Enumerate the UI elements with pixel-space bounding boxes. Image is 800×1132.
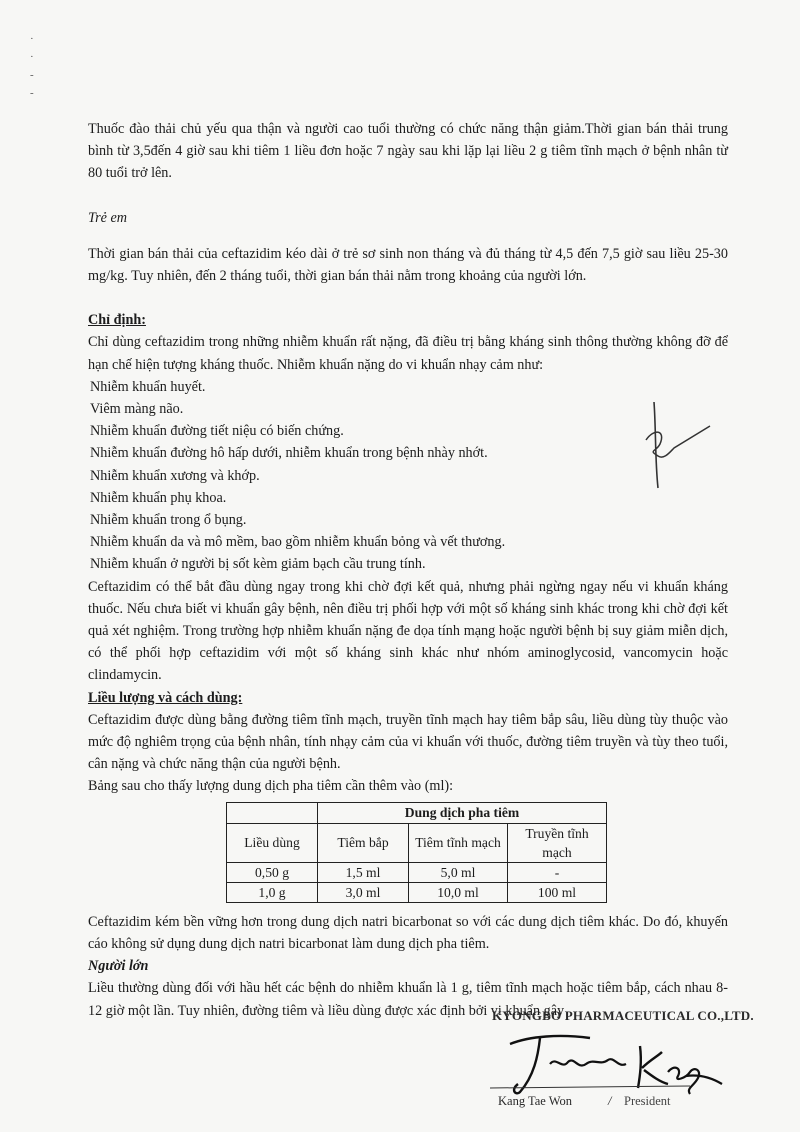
table-cell: 0,50 g <box>227 862 318 882</box>
table-header: Tiêm bắp <box>318 823 409 862</box>
signer-name: Kang Tae Won <box>498 1094 573 1108</box>
signature-stamp <box>480 1008 780 1128</box>
document-body <box>88 118 728 1022</box>
table-row <box>227 862 607 882</box>
adults-heading: Người lớn <box>88 958 149 975</box>
reconstitution-table <box>226 802 607 903</box>
indications-intro: Chỉ dùng ceftazidim trong những nhiễm khuẩn rất nặng, đã điều trị bằng kháng sinh thông thường không đỡ để hạn chế hiện tượng kháng thuốc. Nhiễm khuẩn nặng do vi khuẩn nhạy cảm như: <box>88 334 728 373</box>
list-item: Viêm màng não. <box>90 401 184 418</box>
table-cell: 1,5 ml <box>318 862 409 882</box>
table-cell: 1,0 g <box>227 882 318 902</box>
dosage-heading: Liều lượng và cách dùng: <box>88 689 243 706</box>
table-header: Tiêm tĩnh mạch <box>409 823 508 862</box>
margin-dots: · · - - <box>30 33 34 99</box>
children-paragraph: Thời gian bán thải của ceftazidim kéo dài ở trẻ sơ sinh non tháng và đủ tháng từ 4,5 đến 7,5 giờ sau liều 25-30 mg/kg. Tuy nhiên, đến 2 tháng tuổi, thời gian bán thải nằm trong khoảng của người lớn. <box>88 245 728 285</box>
initials-signature-icon <box>640 400 720 490</box>
table-header: Liều dùng <box>227 823 318 862</box>
list-item: Nhiễm khuẩn trong ổ bụng. <box>90 512 247 529</box>
indications-note: Ceftazidim có thể bắt đầu dùng ngay trong khi chờ đợi kết quả, nhưng phải ngừng ngay nếu vi khuẩn kháng thuốc. Nếu chưa biết vi khuẩn gây bệnh, nên điều trị phối hợp với một số kháng sinh khác trong khi chờ đợi kết quả xét nghiệm. Trong trường hợp nhiễm khuẩn nặng đe dọa tính mạng hoặc người bệnh bị suy giảm miễn dịch, có thể phối hợp ceftazidim với một số kháng sinh khác như nhóm aminoglycosid, vancomycin hoặc clindamycin. <box>88 578 728 684</box>
children-heading: Trẻ em <box>88 209 128 226</box>
list-item: Nhiễm khuẩn xương và khớp. <box>90 467 260 484</box>
list-item: Nhiễm khuẩn ở người bị sốt kèm giảm bạch cầu trung tính. <box>90 556 426 573</box>
table-row <box>227 882 607 902</box>
list-item: Nhiễm khuẩn phụ khoa. <box>90 489 227 506</box>
table-cell: 3,0 ml <box>318 882 409 902</box>
signer-role: President <box>624 1094 671 1108</box>
list-item: Nhiễm khuẩn đường hô hấp dưới, nhiễm khuẩn trong bệnh nhày nhớt. <box>90 445 488 462</box>
dosage-paragraph: Ceftazidim được dùng bằng đường tiêm tĩnh mạch, truyền tĩnh mạch hay tiêm bắp sâu, liều dùng tùy thuộc vào mức độ nghiêm trọng của bệnh nhân, tính nhạy cảm của vi khuẩn với thuốc, đường tiêm truyền và tùy theo tuổi, cân nặng và chức năng thận của người bệnh. <box>88 711 728 773</box>
indications-list <box>88 376 728 576</box>
handwritten-signature-icon <box>490 1026 730 1096</box>
list-item: Nhiễm khuẩn da và mô mềm, bao gồm nhiễm khuẩn bỏng và vết thương. <box>90 534 506 551</box>
table-intro: Bảng sau cho thấy lượng dung dịch pha tiêm cần thêm vào (ml): <box>88 778 454 795</box>
table-title: Dung dịch pha tiêm <box>318 802 607 823</box>
indications-heading: Chỉ định: <box>88 312 146 329</box>
list-item: Nhiễm khuẩn đường tiết niệu có biến chứng. <box>90 423 344 440</box>
table-cell: 100 ml <box>508 882 607 902</box>
table-cell: 5,0 ml <box>409 862 508 882</box>
adults-paragraph: Liều thường dùng đối với hầu hết các bệnh do nhiễm khuẩn là 1 g, tiêm tĩnh mạch hoặc tiêm bắp, cách nhau 8-12 giờ một lần. Tuy nhiên, đường tiêm và liều dùng được xác định bởi vi khuẩn gây <box>88 980 728 1019</box>
signer-separator: / <box>608 1094 612 1108</box>
table-cell: - <box>508 862 607 882</box>
list-item: Nhiễm khuẩn huyết. <box>90 378 206 395</box>
bicarbonate-paragraph: Ceftazidim kém bền vững hơn trong dung dịch natri bicarbonat so với các dung dịch tiêm khác. Do đó, khuyến cáo không sử dụng dung dịch natri bicarbonat làm dung dịch pha tiêm. <box>88 913 728 952</box>
table-cell: 10,0 ml <box>409 882 508 902</box>
table-header: Truyền tĩnh mạch <box>508 823 607 862</box>
company-stamp: KYONGBO PHARMACEUTICAL CO.,LTD. <box>492 1008 754 1023</box>
elimination-paragraph: Thuốc đào thải chủ yếu qua thận và người cao tuổi thường có chức năng thận giảm.Thời gian bán thải trung bình từ 3,5đến 4 giờ sau khi tiêm 1 liều đơn hoặc 7 ngày sau khi lặp lại liều 2 g tiêm tĩnh mạch ở bệnh nhân từ 80 tuổi trở lên. <box>88 121 728 182</box>
